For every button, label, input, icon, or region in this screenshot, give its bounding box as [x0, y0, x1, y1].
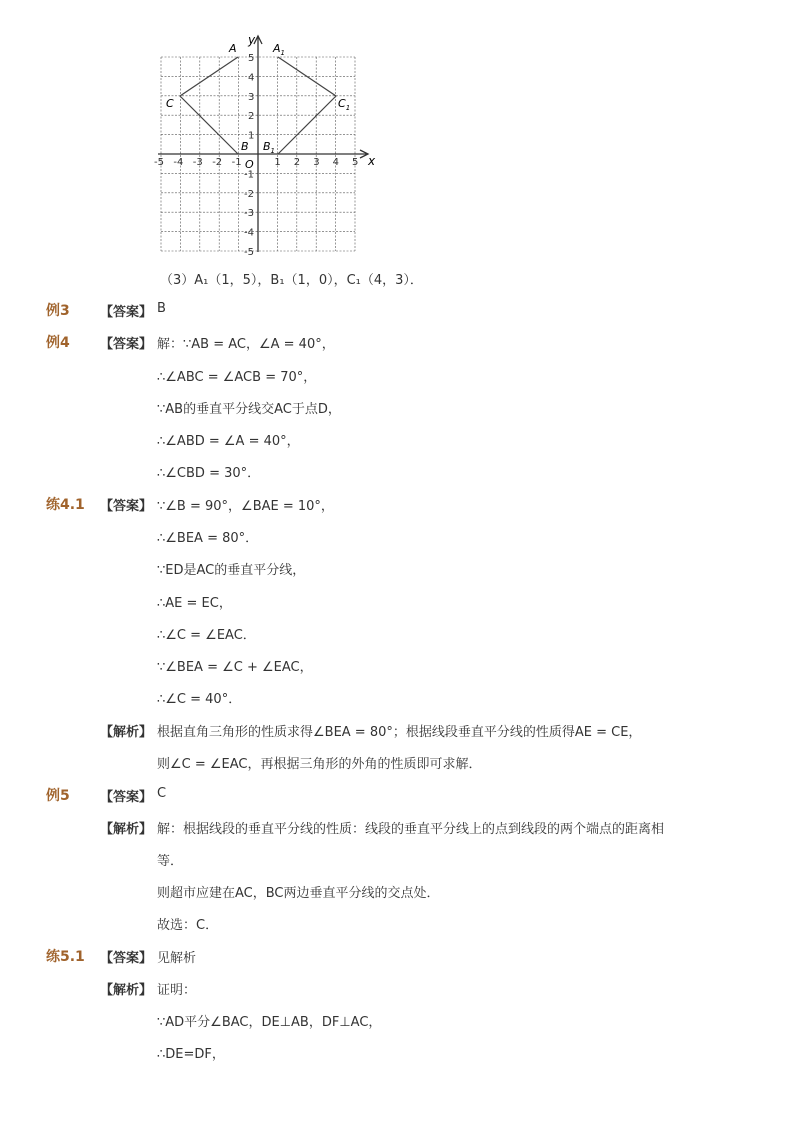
- pr41-line-7: ∴∠C = 40°．: [157, 692, 242, 707]
- pr41-line-3: ∵ED是AC的垂直平分线，: [157, 563, 306, 578]
- ex5-analysis-3: 则超市应建在AC，BC两边垂直平分线的交点处．: [157, 886, 440, 901]
- point-label-c: C: [166, 97, 174, 110]
- x-tick-label: -5: [154, 157, 164, 168]
- x-tick-label: 1: [274, 157, 281, 168]
- point-label-b1-sub: 1: [270, 147, 276, 155]
- pr41-line-4: ∴AE = EC，: [157, 596, 232, 611]
- ex4-line-5: ∴∠CBD = 30°．: [157, 466, 261, 481]
- x-tick-labels: [154, 157, 358, 168]
- point-label-a1-letter: A: [273, 42, 281, 55]
- x-tick-label: -3: [192, 157, 203, 168]
- pr41-analysis-label: 【解析】: [100, 725, 153, 740]
- ex4-line-3: ∵AB的垂直平分线交AC于点D，: [157, 402, 341, 417]
- y-tick-label: 2: [248, 111, 255, 123]
- triangle-abc: [180, 57, 238, 154]
- point-label-c1-sub: 1: [345, 104, 351, 112]
- point-label-a: A: [229, 42, 237, 55]
- pr51-tag: 练5.1: [46, 949, 85, 965]
- y-tick-label: 5: [248, 53, 255, 64]
- x-tick-label: -4: [173, 157, 184, 168]
- ex3-tag: 例3: [46, 303, 70, 319]
- x-tick-label: 5: [352, 157, 359, 168]
- pr51-analysis-3: ∴DE=DF，: [157, 1047, 225, 1062]
- y-tick-label: -2: [244, 188, 254, 200]
- triangle-a1b1c1: [278, 57, 336, 154]
- x-tick-label: 2: [293, 157, 301, 168]
- pr41-answer-label: 【答案】: [100, 499, 153, 514]
- point-label-c1-letter: C: [338, 97, 346, 110]
- y-tick-label: -3: [244, 208, 254, 220]
- x-tick-label: -2: [212, 157, 223, 168]
- y-tick-label: 1: [248, 130, 255, 142]
- point-label-a1: [272, 42, 285, 57]
- pr51-answer: 见解析: [157, 951, 197, 966]
- pr51-analysis-label: 【解析】: [100, 983, 153, 998]
- ex5-analysis-4: 故选：C．: [157, 918, 219, 933]
- ex3-answer: B: [157, 301, 166, 316]
- ex5-analysis-1: 解：根据线段的垂直平分线的性质：线段的垂直平分线上的点到线段的两个端点的距离相: [157, 822, 665, 837]
- point-label-b1-letter: B: [263, 140, 271, 153]
- y-tick-label: -5: [244, 247, 254, 258]
- pr51-answer-label: 【答案】: [100, 951, 153, 966]
- pr51-analysis-2: ∵AD平分∠BAC，DE⊥AB，DF⊥AC，: [157, 1015, 382, 1030]
- ex4-answer-label: 【答案】: [100, 337, 153, 352]
- y-tick-labels: [244, 53, 254, 258]
- ex5-answer: C: [157, 786, 167, 801]
- coordinate-graph: [152, 32, 382, 262]
- y-tick-label: 3: [248, 91, 255, 103]
- point-label-b1: [263, 140, 275, 155]
- ex5-tag: 例5: [46, 788, 70, 804]
- y-tick-label: -4: [244, 227, 254, 239]
- pr41-line-1: ∵∠B = 90°，∠BAE = 10°，: [157, 499, 334, 514]
- y-tick-label: -1: [244, 169, 254, 181]
- point-label-b: B: [241, 140, 249, 153]
- y-axis-label: y: [248, 33, 256, 47]
- pr41-analysis-2: 则∠C = ∠EAC，再根据三角形的外角的性质即可求解．: [157, 757, 482, 772]
- pr41-analysis-1: 根据直角三角形的性质求得∠BEA = 80°；根据线段垂直平分线的性质得AE = CE，: [157, 725, 642, 740]
- ex5-answer-label: 【答案】: [100, 790, 153, 805]
- pr41-line-6: ∵∠BEA = ∠C + ∠EAC，: [157, 660, 313, 675]
- ex3-answer-label: 【答案】: [100, 305, 153, 320]
- pr51-analysis-1: 证明：: [157, 983, 197, 998]
- origin-label: O: [245, 158, 254, 171]
- pr41-line-2: ∴∠BEA = 80°．: [157, 531, 259, 546]
- x-axis-label: x: [368, 154, 376, 168]
- x-tick-label: 4: [332, 157, 339, 168]
- x-tick-label: -1: [231, 157, 242, 168]
- ex4-line-2: ∴∠ABC = ∠ACB = 70°，: [157, 370, 317, 385]
- pr41-line-5: ∴∠C = ∠EAC．: [157, 628, 256, 643]
- point-label-c1: [338, 97, 350, 112]
- point-label-a1-sub: 1: [280, 49, 285, 57]
- ex4-line-1: 解：∵AB = AC，∠A = 40°，: [157, 337, 335, 352]
- ex5-analysis-label: 【解析】: [100, 822, 153, 837]
- y-tick-label: 4: [248, 72, 255, 84]
- ex4-tag: 例4: [46, 335, 70, 351]
- ex5-analysis-2: 等．: [157, 854, 184, 869]
- part3-answer: （3）A₁（1，5），B₁（1，0），C₁（4，3）．: [160, 273, 423, 288]
- ex4-line-4: ∴∠ABD = ∠A = 40°，: [157, 434, 300, 449]
- pr41-tag: 练4.1: [46, 497, 85, 513]
- x-tick-label: 3: [313, 157, 320, 168]
